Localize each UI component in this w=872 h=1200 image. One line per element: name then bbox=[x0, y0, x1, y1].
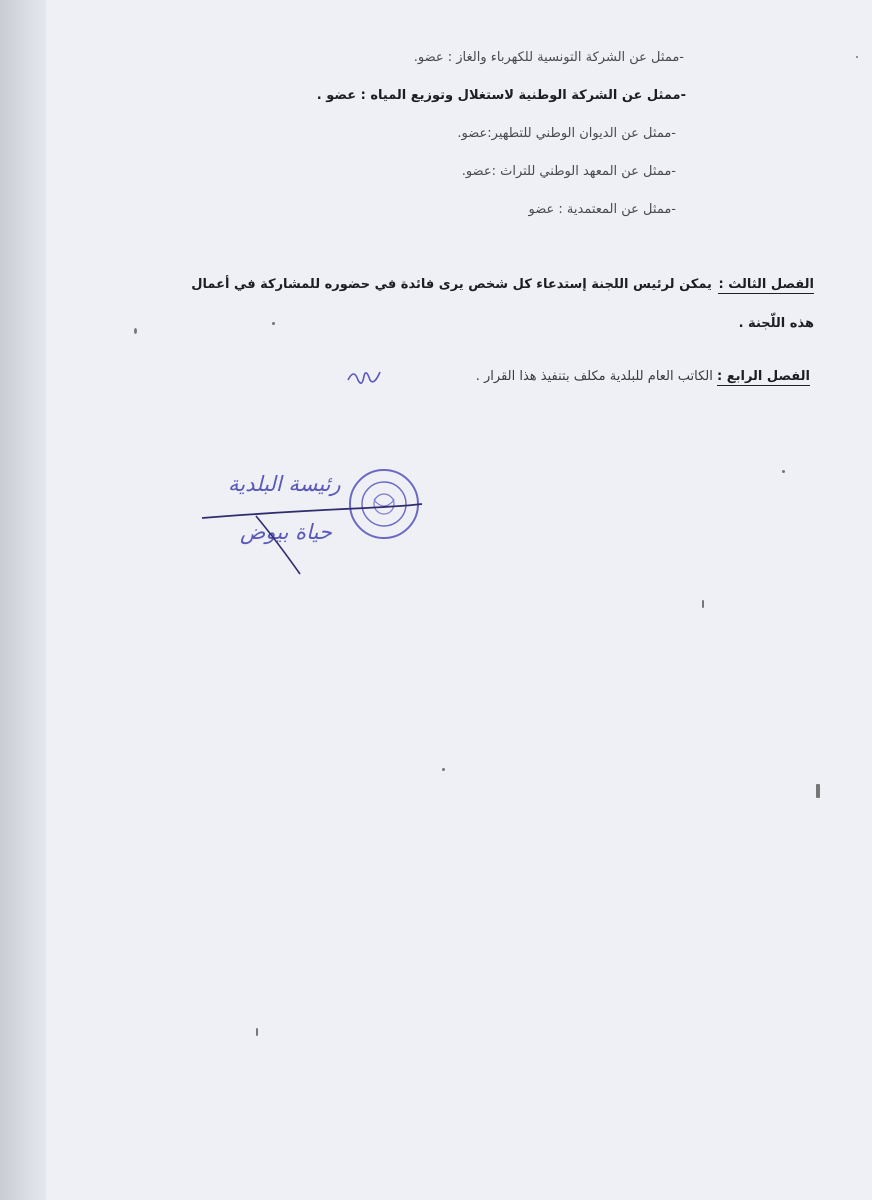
article-3-text: يمكن لرئيس اللجنة إستدعاء كل شخص يرى فائدة في حضوره للمشاركة في أعمال bbox=[191, 277, 712, 292]
document-page bbox=[46, 0, 872, 1200]
signature-name: حياة بيوض bbox=[240, 520, 332, 544]
article-4-heading: الفصل الرابع : bbox=[717, 369, 810, 384]
signature-block bbox=[196, 460, 436, 590]
scan-speck bbox=[816, 784, 820, 798]
member-line-water: -ممثل عن الشركة الوطنية لاستغلال وتوزيع المياه : عضو . bbox=[316, 88, 686, 103]
scanner-edge bbox=[0, 0, 46, 1200]
scan-speck bbox=[782, 470, 785, 473]
member-line-delegation: -ممثل عن المعتمدية : عضو bbox=[528, 202, 676, 217]
member-line-heritage: -ممثل عن المعهد الوطني للتراث :عضو. bbox=[461, 164, 676, 179]
article-4-text: الكاتب العام للبلدية مكلف بتنفيذ هذا القرار . bbox=[475, 369, 713, 384]
scan-speck bbox=[856, 56, 858, 58]
signature-stroke bbox=[196, 460, 436, 590]
signature-title: رئيسة البلدية bbox=[228, 472, 341, 496]
scan-speck bbox=[134, 328, 137, 334]
article-3-heading: الفصل الثالث : bbox=[718, 277, 814, 292]
article-3-line-1 bbox=[191, 277, 814, 294]
scan-speck bbox=[702, 600, 704, 608]
scan-speck bbox=[442, 768, 445, 771]
initials-scribble bbox=[344, 366, 384, 392]
scan-speck bbox=[256, 1028, 258, 1036]
member-line-electricity: -ممثل عن الشركة التونسية للكهرباء والغاز : عضو. bbox=[413, 50, 684, 65]
article-4-line bbox=[476, 369, 810, 386]
scan-speck bbox=[272, 322, 275, 325]
member-line-sanitation: -ممثل عن الديوان الوطني للتطهير:عضو. bbox=[457, 126, 676, 141]
article-3-line-2: هذه اللّجنة . bbox=[738, 316, 814, 331]
